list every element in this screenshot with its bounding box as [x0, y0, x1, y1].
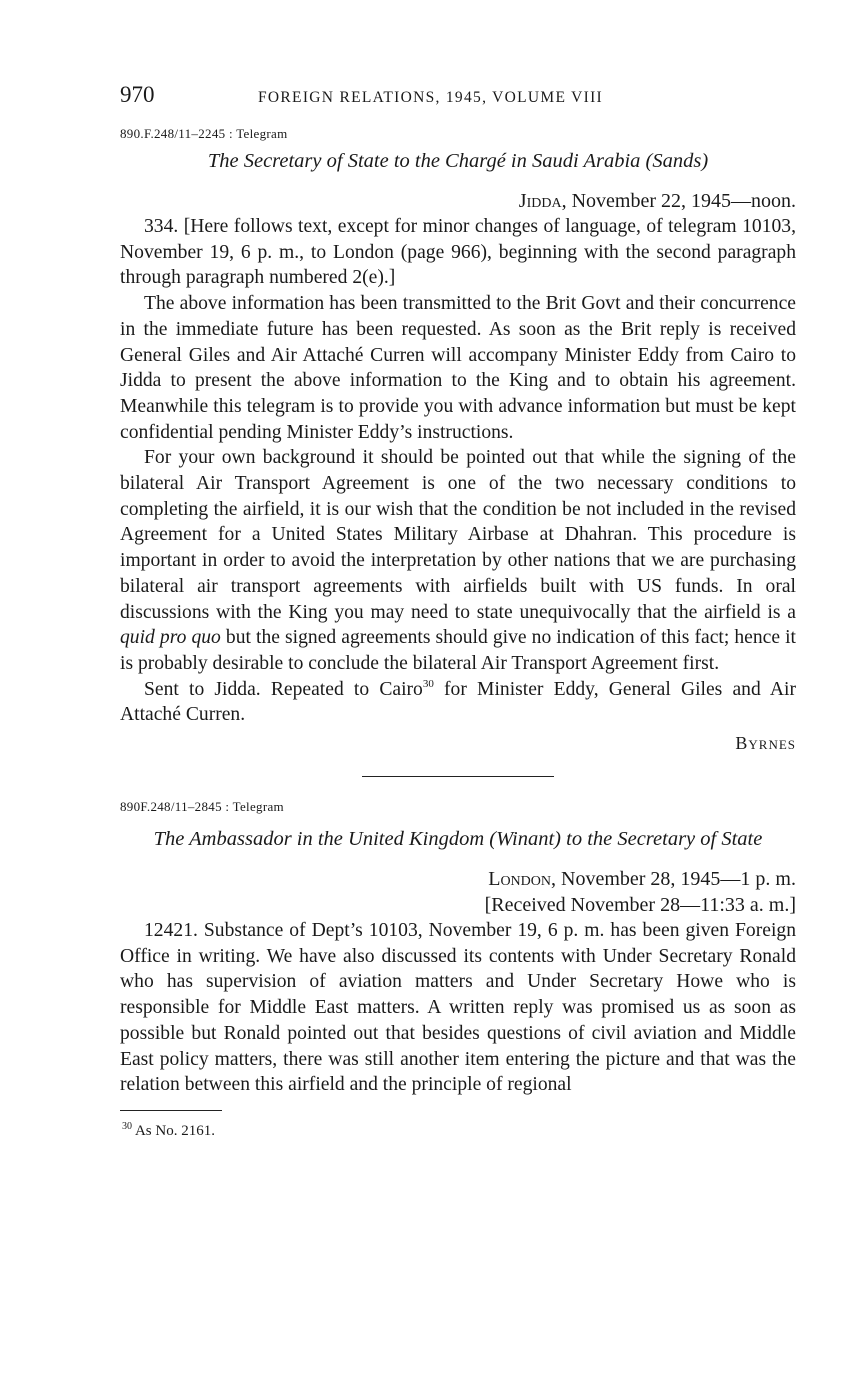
paragraph: [120, 445, 796, 676]
received-line: [Received November 28—11:33 a. m.]: [484, 894, 796, 917]
dateline: [120, 188, 796, 214]
footnote-reference: 30: [422, 677, 434, 690]
running-title: FOREIGN RELATIONS, 1945, VOLUME VIII: [258, 89, 604, 106]
paragraph-text: Sent to Jidda. Repeated to Cairo: [144, 678, 423, 700]
paragraph: 12421. Substance of Dept’s 10103, November 19, 6 p. m. has been given Foreign Office in writing. We have also discussed its contents with Under Secretary Ronald who has supervision of aviation matters and Under Secretary Howe who is responsible for Middle East matters. A written reply was promised us as soon as possible but Ronald pointed out that besides questions of civil aviation and Middle East policy matters, there was still another item entering the picture and that was the relation between this airfield and the principle of regional: [120, 920, 796, 1096]
document-title: The Ambassador in the United Kingdom (Winant) to the Secretary of State: [153, 828, 763, 851]
page-number: 970: [120, 82, 155, 107]
paragraph-text: but the signed agreements should give no indication of this fact; hence it is probably desirable to conclude the bilateral Air Transport Agreement first.: [120, 627, 796, 674]
dateline-date: , November 22, 1945—noon.: [561, 190, 796, 212]
dateline-date: , November 28, 1945—1 p. m.: [551, 868, 796, 891]
dateline-place: Jidda: [518, 190, 562, 212]
running-header: [120, 82, 796, 116]
signature: Byrnes: [735, 733, 796, 754]
paragraph: The above information has been transmitted to the Brit Govt and their concurrence in the immediate future has been requested. As soon as the Brit reply is received General Giles and Air Attaché Curren will accompany Minister Eddy from Cairo to Jidda to present the above information to the King and to obtain his agreement. Meanwhile this telegram is to provide you with advance information but must be kept confidential pending Minister Eddy’s instructions.: [120, 293, 796, 443]
document-title: The Secretary of State to the Chargé in Saudi Arabia (Sands): [207, 150, 709, 172]
footnote-number: 30: [122, 1120, 132, 1132]
paragraph-text: for Minister Eddy, General Giles and Air Attaché Curren.: [120, 678, 796, 726]
dateline: [120, 866, 796, 892]
paragraph-text: For your own background it should be pointed out that while the signing of the bilateral Air Transport Agreement is one of the two necessary conditions to completing the airfield, it is our wish that the condition be not included in the revised Agreement for a United States Military Airbase at Dhahran. This procedure is important in order to avoid the interpretation by other nations that we are purchasing bilateral air transport agreements with airfields built with US funds. In oral discussions with the King you may need to state unequivocally that the airfield is a: [120, 447, 796, 623]
footnote: [120, 1120, 796, 1140]
file-reference: 890F.248/11–2845 : Telegram: [120, 799, 284, 815]
section-divider: [362, 776, 554, 777]
italic-phrase: quid pro quo: [120, 627, 221, 649]
document-page: [120, 82, 796, 1140]
file-reference: 890.F.248/11–2245 : Telegram: [120, 126, 288, 141]
footnote-text: As No. 2161.: [134, 1122, 215, 1139]
footnote-divider: [120, 1110, 222, 1111]
dateline-place: London: [488, 868, 552, 891]
paragraph: 334. [Here follows text, except for minor changes of language, of telegram 10103, November 19, 6 p. m., to London (page 966), beginning with the second paragraph through paragraph numbered 2(e).]: [120, 216, 796, 289]
paragraph: [120, 677, 796, 728]
